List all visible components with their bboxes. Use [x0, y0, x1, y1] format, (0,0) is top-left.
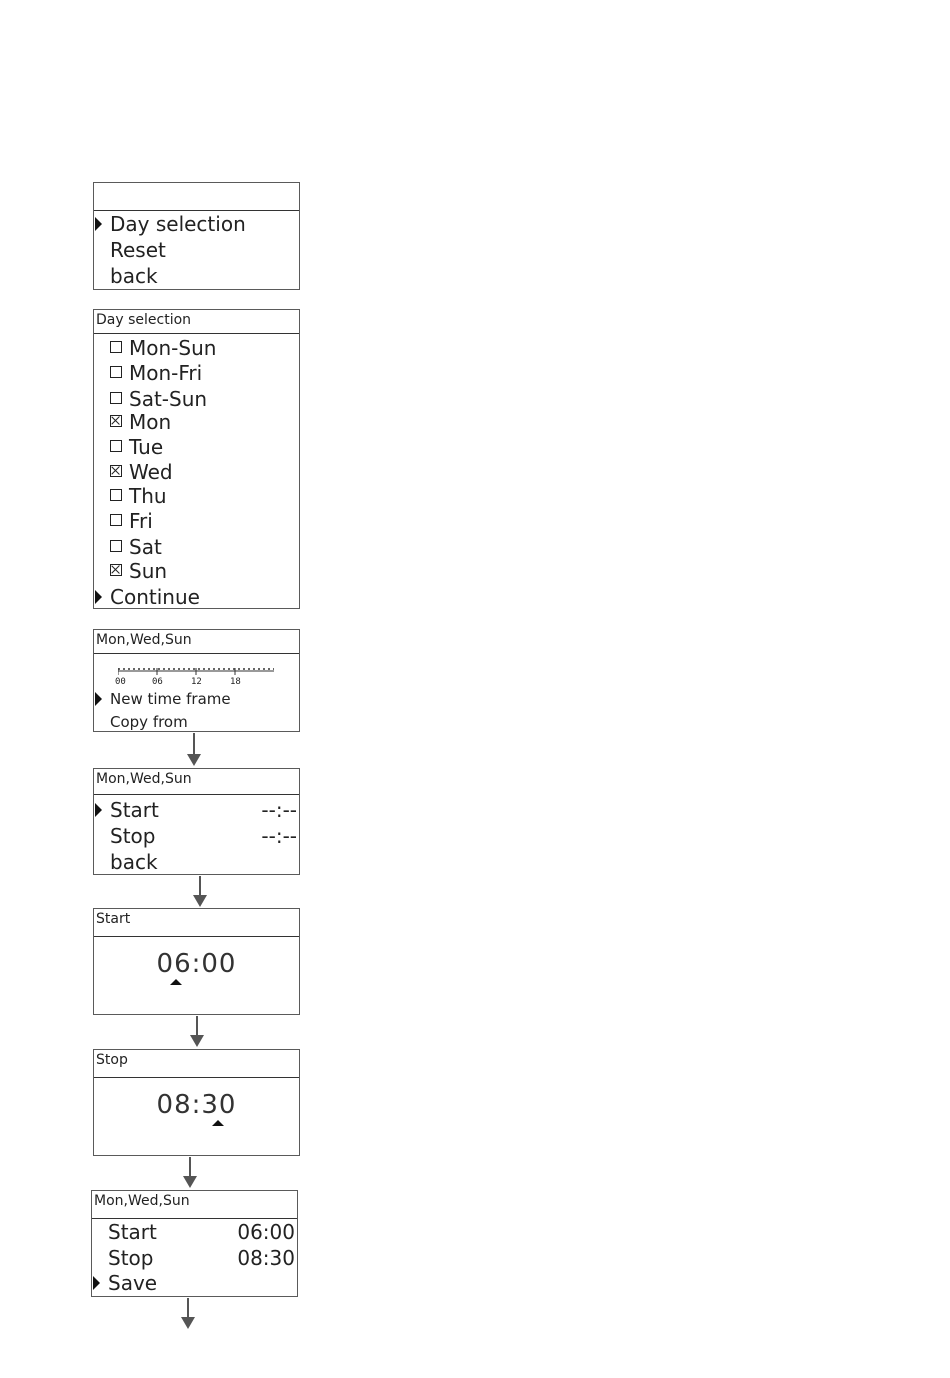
flow-arrow [193, 876, 207, 907]
flow-arrow [187, 733, 201, 766]
flow-arrow [183, 1157, 197, 1188]
checkbox-icon[interactable] [110, 489, 122, 501]
time-value[interactable]: 08:30 [156, 1090, 237, 1120]
checkbox-checked-icon[interactable] [110, 415, 122, 427]
time-value[interactable]: 06:00 [156, 949, 237, 979]
start-stop-screen: Mon,Wed,Sun Start --:-- Stop --:-- back [93, 768, 300, 875]
tick-label: 18 [230, 677, 241, 687]
screen-header: Day selection [94, 310, 299, 334]
day-option-label: Mon-Sun [129, 336, 217, 360]
day-option-label: Wed [129, 460, 173, 484]
day-option-label: Mon-Fri [129, 361, 203, 385]
checkbox-icon[interactable] [110, 392, 122, 404]
cursor-icon [95, 692, 102, 706]
cursor-icon [95, 590, 102, 604]
checkbox-icon[interactable] [110, 440, 122, 452]
day-option-label: Fri [129, 509, 153, 533]
day-option-label: Sun [129, 559, 168, 583]
checkbox-checked-icon[interactable] [110, 564, 122, 576]
screen-header [94, 183, 299, 211]
screen-header: Start [94, 909, 299, 937]
screen-header: Mon,Wed,Sun [92, 1191, 297, 1219]
menu-screen: Day selection Reset back [93, 182, 300, 290]
cursor-icon [93, 1276, 100, 1290]
screen-header: Stop [94, 1050, 299, 1078]
screen-header: Mon,Wed,Sun [94, 769, 299, 795]
tick-label: 06 [152, 677, 163, 687]
day-option-label: Sat-Sun [129, 387, 208, 411]
time-frame-screen: Mon,Wed,Sun 00 06 12 18 New time frame Copy from [93, 629, 300, 732]
checkbox-icon[interactable] [110, 540, 122, 552]
checkbox-icon[interactable] [110, 366, 122, 378]
tick-label: 00 [115, 677, 126, 687]
caret-up-icon [212, 1120, 224, 1126]
stop-time-screen [93, 1049, 300, 1156]
tick-label: 12 [191, 677, 202, 687]
day-option-label: Tue [129, 435, 164, 459]
summary-screen: Mon,Wed,Sun Start 06:00 Stop 08:30 Save [91, 1190, 298, 1297]
start-time-screen [93, 908, 300, 1015]
checkbox-checked-icon[interactable] [110, 465, 122, 477]
cursor-icon [95, 217, 102, 231]
day-option-label: Thu [129, 484, 167, 508]
checkbox-icon[interactable] [110, 341, 122, 353]
screen-header: Mon,Wed,Sun [94, 630, 299, 654]
day-selection-screen: Day selection Mon-Sun Mon-Fri Sat-Sun Mon Tue Wed Thu Fri Sat Sun Continue [93, 309, 300, 609]
cursor-icon [95, 803, 102, 817]
day-option-label: Mon [129, 410, 172, 434]
flow-arrow [190, 1016, 204, 1047]
flow-arrow [181, 1298, 195, 1329]
timeline-bar [115, 666, 276, 690]
checkbox-icon[interactable] [110, 514, 122, 526]
day-option-label: Sat [129, 535, 162, 559]
caret-up-icon [170, 979, 182, 985]
